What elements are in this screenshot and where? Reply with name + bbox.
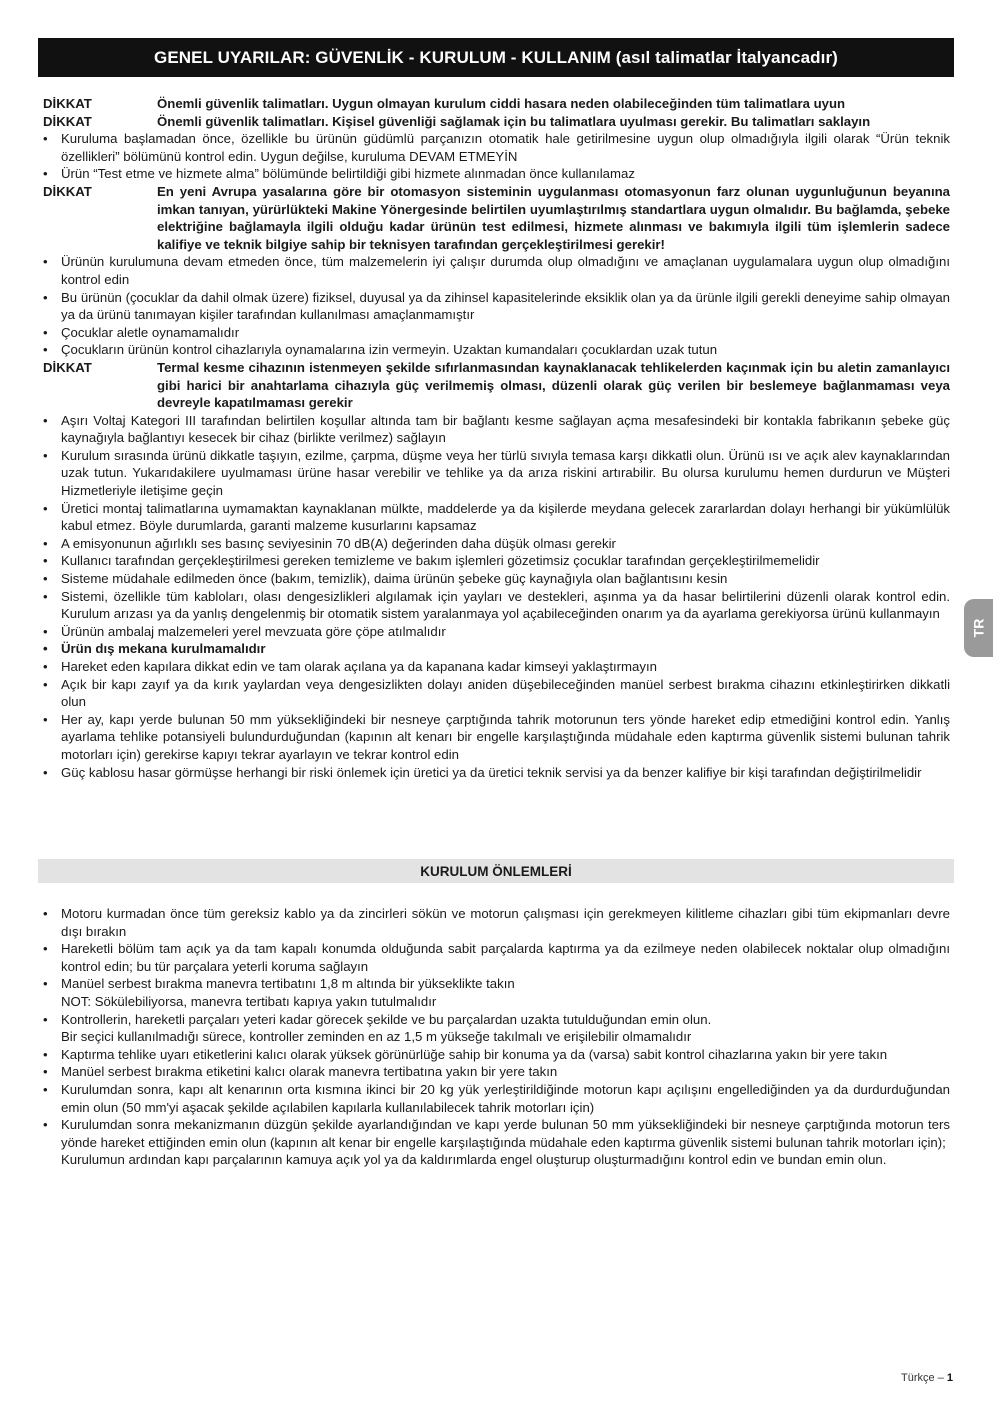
list-item-line: Kurulumdan sonra mekanizmanın düzgün şekilde ayarlandığından ve kapı yerde bulunan 50 mm yüksekliğindeki bir nesneye çarptığında motorun ters yönde hareket ettiğinden emin olun (kapının alt kenar bir engelle karşılaştığında müdahale eden kaptırma güvenlik sistemi bulunan tahrik motorları için); <box>61 1117 950 1150</box>
warning-text: Önemli güvenlik talimatları. Kişisel güvenliği sağlamak için bu talimatlara uyulması gerekir. Bu talimatları saklayın <box>157 113 871 129</box>
list-item <box>43 535 950 553</box>
list-item <box>43 975 950 1010</box>
list-item <box>43 1081 950 1116</box>
page-footer <box>901 1372 953 1384</box>
list-item-text: Çocukların ürünün kontrol cihazlarıyla oynamalarına izin vermeyin. Uzaktan kumandaları çocuklardan uzak tutun <box>61 342 718 358</box>
list-item <box>43 1116 950 1169</box>
bullet-icon: • <box>43 588 48 604</box>
list-item-text <box>61 1116 950 1169</box>
bullet-icon: • <box>43 254 48 270</box>
list-item <box>43 447 950 500</box>
list-item-text: A emisyonunun ağırlıklı ses basınç seviyesinin 70 dB(A) değerinden daha düşük olması gerekir <box>61 535 616 551</box>
warning-text: Önemli güvenlik talimatları. Uygun olmayan kurulum ciddi hasara neden olabileceğinden tüm talimatlara uyun <box>157 96 846 111</box>
warning-label: DİKKAT <box>43 359 92 375</box>
bullet-icon: • <box>43 324 48 340</box>
bullet-icon: • <box>43 764 48 780</box>
list-item-text <box>61 905 950 940</box>
list-item <box>43 570 950 588</box>
bullet-icon: • <box>43 659 48 674</box>
list-item <box>43 1011 950 1046</box>
list-item <box>43 500 950 535</box>
language-tab <box>964 599 993 657</box>
warning-row <box>43 183 950 253</box>
list-item-line: Kontrollerin, hareketli parçaları yeteri kadar görecek şekilde ve bu parçalardan uzakta tutulduğundan emin olun. <box>61 1011 712 1027</box>
list-item-text <box>61 1063 950 1081</box>
warning-row <box>43 113 950 131</box>
bullet-icon: • <box>43 623 48 639</box>
list-item <box>43 940 950 975</box>
list-item-text: Ürünün ambalaj malzemeleri yerel mevzuata göre çöpe atılmalıdır <box>61 623 446 639</box>
bullet-icon: • <box>43 412 48 428</box>
list-item-text: Kuruluma başlamadan önce, özellikle bu ürünün güdümlü parçanızın otomatik hale getirilmesine uygun olup olmadığıyla ilgili olarak “Ürün teknik özellikleri” bölümünü kontrol edin. Uygun değilse, kuruluma DEVAM ETMEYİN <box>61 131 950 164</box>
list-item-text: Güç kablosu hasar görmüşse herhangi bir riski önlemek için üretici ya da üretici teknik servisi ya da benzer kalifiye bir kişi tarafından değiştirilmelidir <box>61 764 922 780</box>
list-item-text: Bu ürünün (çocuklar da dahil olmak üzere) fiziksel, duyusal ya da zihinsel kapasitelerinde eksiklik olan ya da ürünle ilgili gerekli deneyime sahip olmayan ya da ürünü tanımayan kişiler tarafından kullanılması amaçlanmamıştır <box>61 289 950 323</box>
list-item-text: Ürün dış mekana kurulmamalıdır <box>61 641 266 657</box>
list-item-line: Hareketli bölüm tam açık ya da tam kapalı konumda olduğunda sabit parçalarda kaptırma ya da ezilmeye neden olabilecek noktalar olup olmadığını kontrol edin; bu tür parçalara yeterli koruma sağlayın <box>61 941 950 974</box>
list-item-text: Sistemi, özellikle tüm kabloları, olası dengesizlikleri algılamak için yayları ve destekleri, aşınma ya da hasar belirtilerini düzenli olarak kontrol edin. Kurulum arızası ya da yanlış dengelenmiş bir otomatik sistem yaralanmaya yol açabileceğinden onarım ya da ayarlama gerekiyorsa ürünü kullanmayın <box>61 588 950 622</box>
list-item-line: Kurulumun ardından kapı parçalarının kamuya açık yol ya da kaldırımlarda engel oluşturup oluşturmadığını kontrol edin ve bundan emin olun. <box>61 1152 887 1168</box>
bullet-icon: • <box>43 976 48 992</box>
list-item <box>43 412 950 447</box>
warning-row <box>43 359 950 412</box>
bullet-icon: • <box>43 535 48 551</box>
list-item-text <box>61 1081 950 1116</box>
list-item-text: Hareket eden kapılara dikkat edin ve tam olarak açılana ya da kapanana kadar kimseyi yaklaştırmayın <box>61 659 657 674</box>
list-item-line: Kaptırma tehlike uyarı etiketlerini kalıcı olarak yüksek görünürlüğe sahip bir konuma ya da (varsa) sabit kontrol cihazlarına yakın bir yere takın <box>61 1046 888 1062</box>
bullet-icon: • <box>43 166 48 182</box>
bullet-icon: • <box>43 447 48 463</box>
list-item-text: Ürün “Test etme ve hizmete alma” bölümünde belirtildiği gibi hizmete alınmadan önce kullanılamaz <box>61 166 635 182</box>
list-item-line: Manüel serbest bırakma etiketini kalıcı olarak manevra tertibatına yakın bir yere takın <box>61 1064 558 1080</box>
bullet-icon: • <box>43 1046 48 1062</box>
list-item <box>43 130 950 165</box>
list-item-text: Kurulum sırasında ürünü dikkatle taşıyın, ezilme, çarpma, düşme veya her türlü sıvıyla temasa karşı dikkatli olun. Ürünü ısı ve açık alev kaynaklarından uzak tutun. Yukarıdakilere uyulmaması ürüne hasar verebilir ve tehlike ya da arıza riskini artırabilir. Bu olursa kurulumu hemen durdurun ve Müşteri Hizmetleriyle iletişime geçin <box>61 447 950 499</box>
list-item-text: Her ay, kapı yerde bulunan 50 mm yüksekliğindeki bir nesneye çarptığında tahrik motorunun ters yönde hareket edip etmediğini kontrol edin. Yanlış ayarlama tehlike potansiyeli bulundurduğundan (kapının alt kenarı bir engelle karşılaştığında müdahale eden kaptırma güvenlik sistemi bulunan tahrik motorları için) gerekirse kapıyı tekrar ayarlayın ve tekrar kontrol edin <box>61 711 950 762</box>
list-item <box>43 658 950 676</box>
list-item-text: Sisteme müdahale edilmeden önce (bakım, temizlik), daima ürünün şebeke güç kaynağıyla olan bağlantısını kesin <box>61 571 728 587</box>
list-item-text <box>61 975 950 1010</box>
bullet-icon: • <box>43 676 48 692</box>
list-item-text: Ürünün kurulumuna devam etmeden önce, tüm malzemelerin iyi çalışır durumda olup olmadığını ve amaçlanan uygulamalara uygun olup olmadığını kontrol edin <box>61 254 950 287</box>
bullet-icon: • <box>43 500 48 516</box>
warning-text: Termal kesme cihazının istenmeyen şekilde sıfırlanmasından kaynaklanacak tehlikelerden kaçınmak için bu aletin zamanlayıcı gibi harici bir anahtarlama cihazıyla güç verilmemiş olması, düzenli olarak güç verilen bir beslemeye bağlanmaması veya devreyle kapatılmaması gerekir <box>157 359 950 411</box>
list-item <box>43 640 950 658</box>
installation-precautions-list <box>43 905 950 1169</box>
footer-language: Türkçe – <box>901 1372 944 1384</box>
list-item-line: NOT: Sökülebiliyorsa, manevra tertibatı kapıya yakın tutulmalıdır <box>61 993 437 1009</box>
bullet-icon: • <box>43 1081 48 1097</box>
warning-label: DİKKAT <box>43 113 92 129</box>
bullet-icon: • <box>43 906 48 921</box>
list-item-line: Kurulumdan sonra, kapı alt kenarının orta kısmına ikinci bir 20 kg yük yerleştirildiğinde motorun kapı açılışını engellediğinden ya da durdurduğundan emin olun (50 mm'yi aşacak şekilde açılabilen kapılarla kullanılabilecek tahrik motorları için) <box>61 1081 950 1115</box>
bullet-icon: • <box>43 1011 48 1027</box>
list-item-text: Çocuklar aletle oynamamalıdır <box>61 324 240 340</box>
list-item <box>43 711 950 764</box>
list-item-text: Açık bir kapı zayıf ya da kırık yaylardan veya dengesizlikten dolayı aniden düşebileceğinden manüel serbest bırakma cihazını etkinleştirirken dikkatli olun <box>61 676 950 710</box>
bullet-icon: • <box>43 641 48 657</box>
bullet-icon: • <box>43 711 48 727</box>
bullet-icon: • <box>43 941 48 957</box>
list-item-line: Bir seçici kullanılmadığı sürece, kontroller zeminden en az 1,5 m yükseğe takılmalı ve erişilebilir olmamalıdır <box>61 1029 692 1045</box>
list-item-text: Kullanıcı tarafından gerçekleştirilmesi gereken temizleme ve bakım işlemleri gözetimsiz çocuklar tarafından gerçekleştirilmemelidir <box>61 553 820 569</box>
warning-row <box>43 95 950 113</box>
list-item-text: Aşırı Voltaj Kategori III tarafından belirtilen koşullar altında tam bir bağlantı kesme sağlayan açma mesafesindeki bir kontakla fabrikanın şebeke güç kaynağıyla bağlantıyı kesecek bir cihaz (birlikte verilmez) sağlayın <box>61 412 950 446</box>
general-warnings-section <box>43 95 950 781</box>
warning-label: DİKKAT <box>43 96 92 111</box>
list-item <box>43 253 950 288</box>
list-item <box>43 623 950 641</box>
list-item <box>43 165 950 183</box>
page-title: GENEL UYARILAR: GÜVENLİK - KURULUM - KULLANIM (asıl talimatlar İtalyancadır) <box>38 38 954 77</box>
bullet-icon: • <box>43 553 48 569</box>
list-item-line: Motoru kurmadan önce tüm gereksiz kablo ya da zincirleri sökün ve motorun çalışması için gerekmeyen kilitleme cihazları gibi tüm ekipmanları devre dışı bırakın <box>61 906 950 939</box>
bullet-icon: • <box>43 131 48 147</box>
bullet-icon: • <box>43 342 48 358</box>
bullet-icon: • <box>43 1117 48 1133</box>
bullet-icon: • <box>43 1064 48 1080</box>
language-tab-label: TR <box>970 618 987 638</box>
safety-bullet-list <box>43 412 950 781</box>
warning-text: En yeni Avrupa yasalarına göre bir otomasyon sisteminin uygulanması otomasyonun farz olunan uygunluğunun beyanına imkan tanıyan, yürürlükteki Makine Yönergesinde belirtilen uyumlaştırılmış standartlara uygun olmalıdır. Bu bağlamda, şebeke elektriğine bağlamayla ilgili olduğu kadar ürünün test edilmesi, hizmete alınması ve bakımıyla ilgili tüm işlemlerin sadece kalifiye ve teknik bilgiye sahip bir teknisyen tarafından gerçekleştirilmesi gerekir! <box>157 183 950 252</box>
list-item-text <box>61 940 950 975</box>
list-item-text <box>61 1046 950 1064</box>
list-item <box>43 588 950 623</box>
list-item <box>43 289 950 324</box>
list-item <box>43 764 950 782</box>
bullet-icon: • <box>43 289 48 305</box>
list-item <box>43 1063 950 1081</box>
list-item <box>43 341 950 359</box>
list-item-text: Üretici montaj talimatlarına uymamaktan kaynaklanan mülkte, maddelerde ya da kişilerde meydana gelecek zararlardan dolayı herhangi bir yükümlülük kabul etmez. Böyle durumlarda, garanti malzeme kusurlarını kapsamaz <box>61 500 950 534</box>
section-heading: KURULUM ÖNLEMLERİ <box>38 859 954 883</box>
bullet-icon: • <box>43 571 48 587</box>
list-item <box>43 1046 950 1064</box>
list-item-text <box>61 1011 950 1046</box>
warning-label: DİKKAT <box>43 183 92 199</box>
page-number: 1 <box>946 1372 953 1384</box>
list-item <box>43 905 950 940</box>
list-item <box>43 676 950 711</box>
list-item-line: Manüel serbest bırakma manevra tertibatını 1,8 m altında bir yükseklikte takın <box>61 976 515 992</box>
list-item <box>43 324 950 342</box>
list-item <box>43 552 950 570</box>
